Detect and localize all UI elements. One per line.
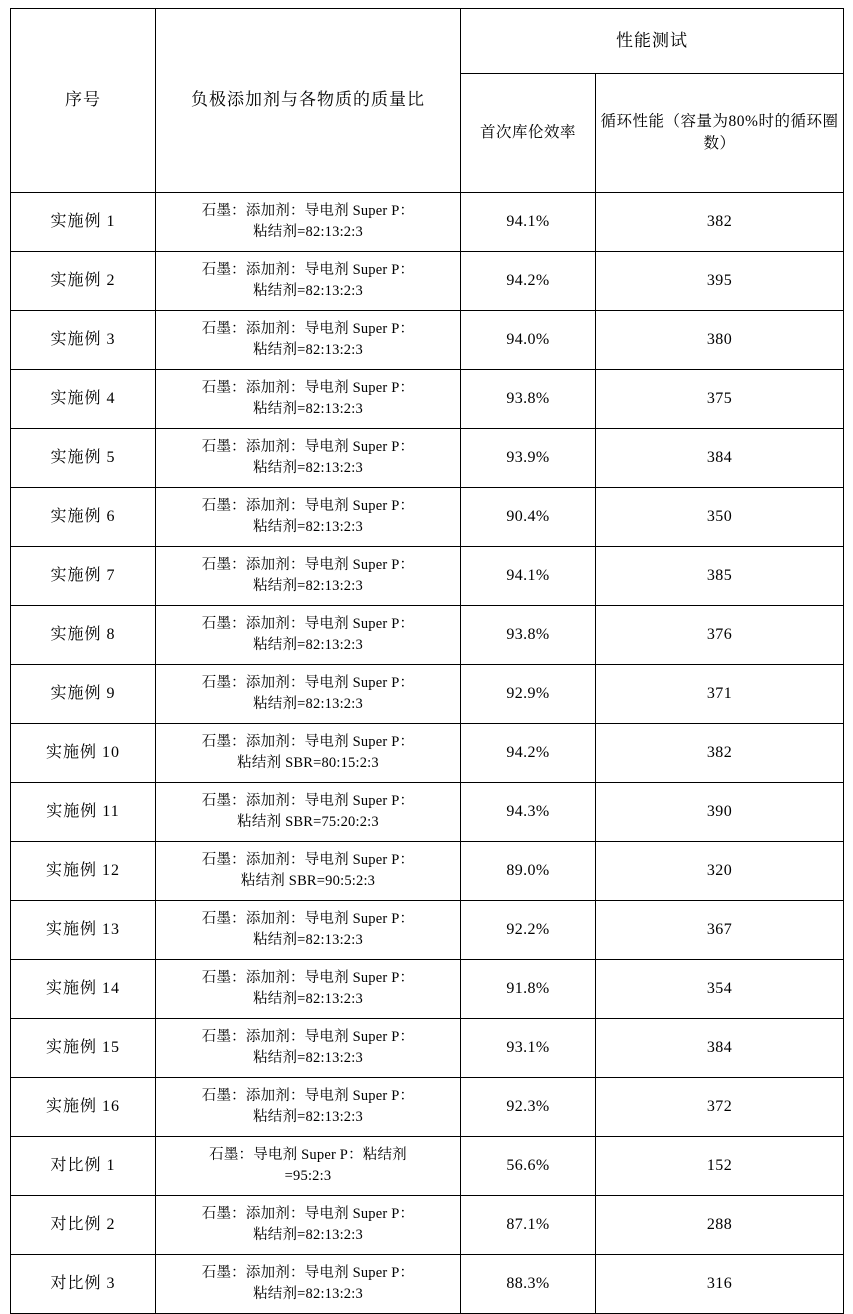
cell-first-efficiency: 92.9% [461,665,596,724]
cell-mass-ratio [156,547,461,606]
ratio-line-2: 粘结剂=82:13:2:3 [253,1286,363,1302]
cell-cycles: 385 [596,547,844,606]
ratio-line-2: 粘结剂=82:13:2:3 [253,342,363,358]
cell-sequence: 实施例 12 [11,842,156,901]
cell-sequence: 实施例 16 [11,1078,156,1137]
ratio-line-2: 粘结剂=82:13:2:3 [253,519,363,535]
cell-sequence: 实施例 2 [11,252,156,311]
table-row [11,665,844,724]
cell-first-efficiency: 94.0% [461,311,596,370]
table-row [11,960,844,1019]
ratio-line-2: 粘结剂 SBR=80:15:2:3 [237,755,379,771]
cell-cycles: 372 [596,1078,844,1137]
cell-cycles: 384 [596,1019,844,1078]
table-row [11,1137,844,1196]
cell-mass-ratio [156,429,461,488]
cell-sequence: 实施例 3 [11,311,156,370]
ratio-line-2: 粘结剂=82:13:2:3 [253,401,363,417]
cell-first-efficiency: 90.4% [461,488,596,547]
cell-cycles: 382 [596,193,844,252]
cell-first-efficiency: 87.1% [461,1196,596,1255]
cell-cycles: 350 [596,488,844,547]
table-row [11,1255,844,1314]
ratio-line-2: 粘结剂=82:13:2:3 [253,460,363,476]
cell-sequence: 实施例 5 [11,429,156,488]
cell-sequence: 实施例 11 [11,783,156,842]
column-header-mass-ratio: 负极添加剂与各物质的质量比 [156,9,461,193]
cell-sequence: 实施例 10 [11,724,156,783]
table-header-row-1 [11,9,844,74]
cell-sequence: 实施例 15 [11,1019,156,1078]
cell-first-efficiency: 56.6% [461,1137,596,1196]
cell-sequence: 实施例 8 [11,606,156,665]
cell-first-efficiency: 93.1% [461,1019,596,1078]
cell-mass-ratio [156,1255,461,1314]
cell-cycles: 288 [596,1196,844,1255]
ratio-line-1: 石墨：添加剂：导电剂 Super P： [201,792,415,809]
cell-first-efficiency: 94.1% [461,193,596,252]
ratio-line-2: 粘结剂=82:13:2:3 [253,637,363,653]
cell-mass-ratio [156,960,461,1019]
performance-test-table [10,8,844,1314]
ratio-line-2: 粘结剂=82:13:2:3 [253,1227,363,1243]
cell-cycles: 375 [596,370,844,429]
ratio-line-2: 粘结剂 SBR=90:5:2:3 [240,873,376,889]
ratio-line-2: 粘结剂=82:13:2:3 [253,224,363,240]
column-header-performance-test: 性能测试 [461,9,844,74]
cell-first-efficiency: 94.2% [461,724,596,783]
cell-mass-ratio [156,724,461,783]
ratio-line-1: 石墨：添加剂：导电剂 Super P： [201,1028,415,1045]
cell-cycles: 390 [596,783,844,842]
cell-cycles: 384 [596,429,844,488]
ratio-line-2: 粘结剂=82:13:2:3 [253,1050,363,1066]
cell-sequence: 实施例 14 [11,960,156,1019]
ratio-line-1: 石墨：添加剂：导电剂 Super P： [201,1264,415,1281]
cell-sequence: 对比例 2 [11,1196,156,1255]
cell-mass-ratio [156,488,461,547]
cell-sequence: 实施例 6 [11,488,156,547]
cell-mass-ratio [156,842,461,901]
cell-mass-ratio [156,665,461,724]
cell-first-efficiency: 92.3% [461,1078,596,1137]
table-row [11,606,844,665]
ratio-line-2: 粘结剂 SBR=75:20:2:3 [237,814,379,830]
ratio-line-1: 石墨：导电剂 Super P：粘结剂 [209,1146,407,1163]
cell-cycles: 382 [596,724,844,783]
cell-sequence: 实施例 9 [11,665,156,724]
cell-cycles: 354 [596,960,844,1019]
ratio-line-1: 石墨：添加剂：导电剂 Super P： [201,910,415,927]
column-header-cycle-performance: 循环性能（容量为80%时的循环圈数） [596,74,844,193]
ratio-line-1: 石墨：添加剂：导电剂 Super P： [201,261,415,278]
ratio-line-1: 石墨：添加剂：导电剂 Super P： [201,674,415,691]
cell-mass-ratio [156,1196,461,1255]
cell-cycles: 380 [596,311,844,370]
table-row [11,1196,844,1255]
ratio-line-1: 石墨：添加剂：导电剂 Super P： [201,556,415,573]
ratio-line-2: 粘结剂=82:13:2:3 [253,991,363,1007]
cell-first-efficiency: 93.8% [461,606,596,665]
column-header-sequence: 序号 [11,9,156,193]
column-header-first-coulombic-efficiency: 首次库伦效率 [461,74,596,193]
table-row [11,429,844,488]
cell-first-efficiency: 93.9% [461,429,596,488]
cell-first-efficiency: 94.2% [461,252,596,311]
cell-first-efficiency: 93.8% [461,370,596,429]
table-row [11,311,844,370]
cell-sequence: 实施例 7 [11,547,156,606]
cell-mass-ratio [156,1019,461,1078]
cell-first-efficiency: 89.0% [461,842,596,901]
table-header [11,9,844,193]
cell-cycles: 395 [596,252,844,311]
cell-first-efficiency: 91.8% [461,960,596,1019]
ratio-line-1: 石墨：添加剂：导电剂 Super P： [201,1087,415,1104]
table-row [11,370,844,429]
ratio-line-2: 粘结剂=82:13:2:3 [253,578,363,594]
cell-sequence: 实施例 1 [11,193,156,252]
cell-sequence: 实施例 13 [11,901,156,960]
cell-mass-ratio [156,311,461,370]
ratio-line-2: 粘结剂=82:13:2:3 [253,283,363,299]
cell-mass-ratio [156,370,461,429]
cell-cycles: 371 [596,665,844,724]
table-row [11,783,844,842]
table-row [11,901,844,960]
ratio-line-1: 石墨：添加剂：导电剂 Super P： [201,497,415,514]
cell-mass-ratio [156,193,461,252]
ratio-line-2: 粘结剂=82:13:2:3 [253,696,363,712]
ratio-line-2: =95:2:3 [284,1168,332,1184]
cell-mass-ratio [156,252,461,311]
table-row [11,842,844,901]
cell-cycles: 376 [596,606,844,665]
cell-mass-ratio [156,783,461,842]
cell-first-efficiency: 94.3% [461,783,596,842]
cell-cycles: 316 [596,1255,844,1314]
ratio-line-1: 石墨：添加剂：导电剂 Super P： [201,438,415,455]
ratio-line-1: 石墨：添加剂：导电剂 Super P： [201,615,415,632]
cell-sequence: 对比例 3 [11,1255,156,1314]
table-row [11,193,844,252]
cell-first-efficiency: 94.1% [461,547,596,606]
cell-cycles: 320 [596,842,844,901]
cell-sequence: 对比例 1 [11,1137,156,1196]
cell-sequence: 实施例 4 [11,370,156,429]
table-row [11,547,844,606]
ratio-line-2: 粘结剂=82:13:2:3 [253,1109,363,1125]
table-row [11,1078,844,1137]
cell-cycles: 367 [596,901,844,960]
table-body [11,193,844,1314]
ratio-line-1: 石墨：添加剂：导电剂 Super P： [201,733,415,750]
ratio-line-1: 石墨：添加剂：导电剂 Super P： [201,1205,415,1222]
ratio-line-1: 石墨：添加剂：导电剂 Super P： [201,320,415,337]
table-row [11,724,844,783]
ratio-line-1: 石墨：添加剂：导电剂 Super P： [201,202,415,219]
table-row [11,1019,844,1078]
ratio-line-1: 石墨：添加剂：导电剂 Super P： [201,379,415,396]
cell-mass-ratio [156,901,461,960]
cell-cycles: 152 [596,1137,844,1196]
table-row [11,488,844,547]
cell-first-efficiency: 92.2% [461,901,596,960]
cell-first-efficiency: 88.3% [461,1255,596,1314]
ratio-line-1: 石墨：添加剂：导电剂 Super P： [201,969,415,986]
ratio-line-1: 石墨：添加剂：导电剂 Super P： [201,851,415,868]
table-row [11,252,844,311]
cell-mass-ratio [156,1078,461,1137]
ratio-line-2: 粘结剂=82:13:2:3 [253,932,363,948]
cell-mass-ratio [156,606,461,665]
cell-mass-ratio [156,1137,461,1196]
